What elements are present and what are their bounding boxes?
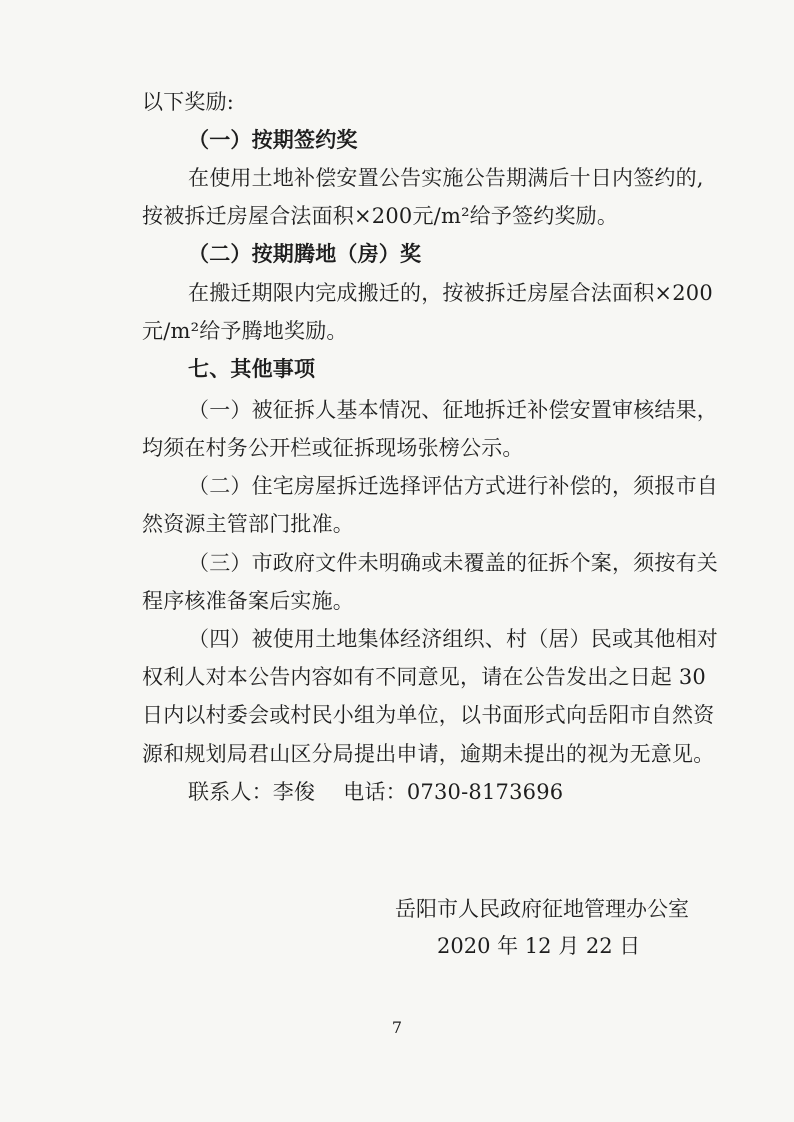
section-heading: （一）按期签约奖	[188, 127, 358, 152]
section-heading: （二）按期腾地（房）奖	[188, 241, 422, 266]
text-line: 以下奖励:	[142, 90, 235, 114]
text-line: 权利人对本公告内容如有不同意见，请在公告发出之日起 30	[142, 665, 706, 689]
text-line: 在使用土地补偿安置公告实施公告期满后十日内签约的,	[188, 166, 704, 190]
text-line: 源和规划局君山区分局提出申请，逾期未提出的视为无意见。	[142, 742, 715, 766]
text-line: （四）被使用土地集体经济组织、村（居）民或其他相对	[188, 627, 718, 651]
text-line: 程序核准备案后实施。	[142, 589, 354, 613]
issue-date: 2020 年 12 月 22 日	[437, 934, 641, 958]
section-heading: 七、其他事项	[188, 356, 316, 381]
contact-line: 联系人：李俊 电话：0730-8173696	[188, 780, 564, 804]
text-line: 在搬迁期限内完成搬迁的，按被拆迁房屋合法面积×200	[188, 281, 713, 305]
text-line: 均须在村务公开栏或征拆现场张榜公示。	[142, 436, 524, 460]
text-line: 日内以村委会或村民小组为单位，以书面形式向岳阳市自然资	[142, 703, 715, 727]
issuing-organization: 岳阳市人民政府征地管理办公室	[395, 897, 689, 921]
text-line: 元/m²给予腾地奖励。	[142, 319, 348, 343]
text-line: （三）市政府文件未明确或未覆盖的征拆个案，须按有关	[188, 551, 718, 575]
page-number: 7	[391, 1018, 403, 1037]
text-line: 按被拆迁房屋合法面积×200元/m²给予签约奖励。	[142, 204, 619, 228]
text-line: 然资源主管部门批准。	[142, 512, 354, 536]
text-line: （一）被征拆人基本情况、征地拆迁补偿安置审核结果，	[188, 398, 718, 422]
text-line: （二）住宅房屋拆迁选择评估方式进行补偿的，须报市自	[188, 474, 718, 498]
